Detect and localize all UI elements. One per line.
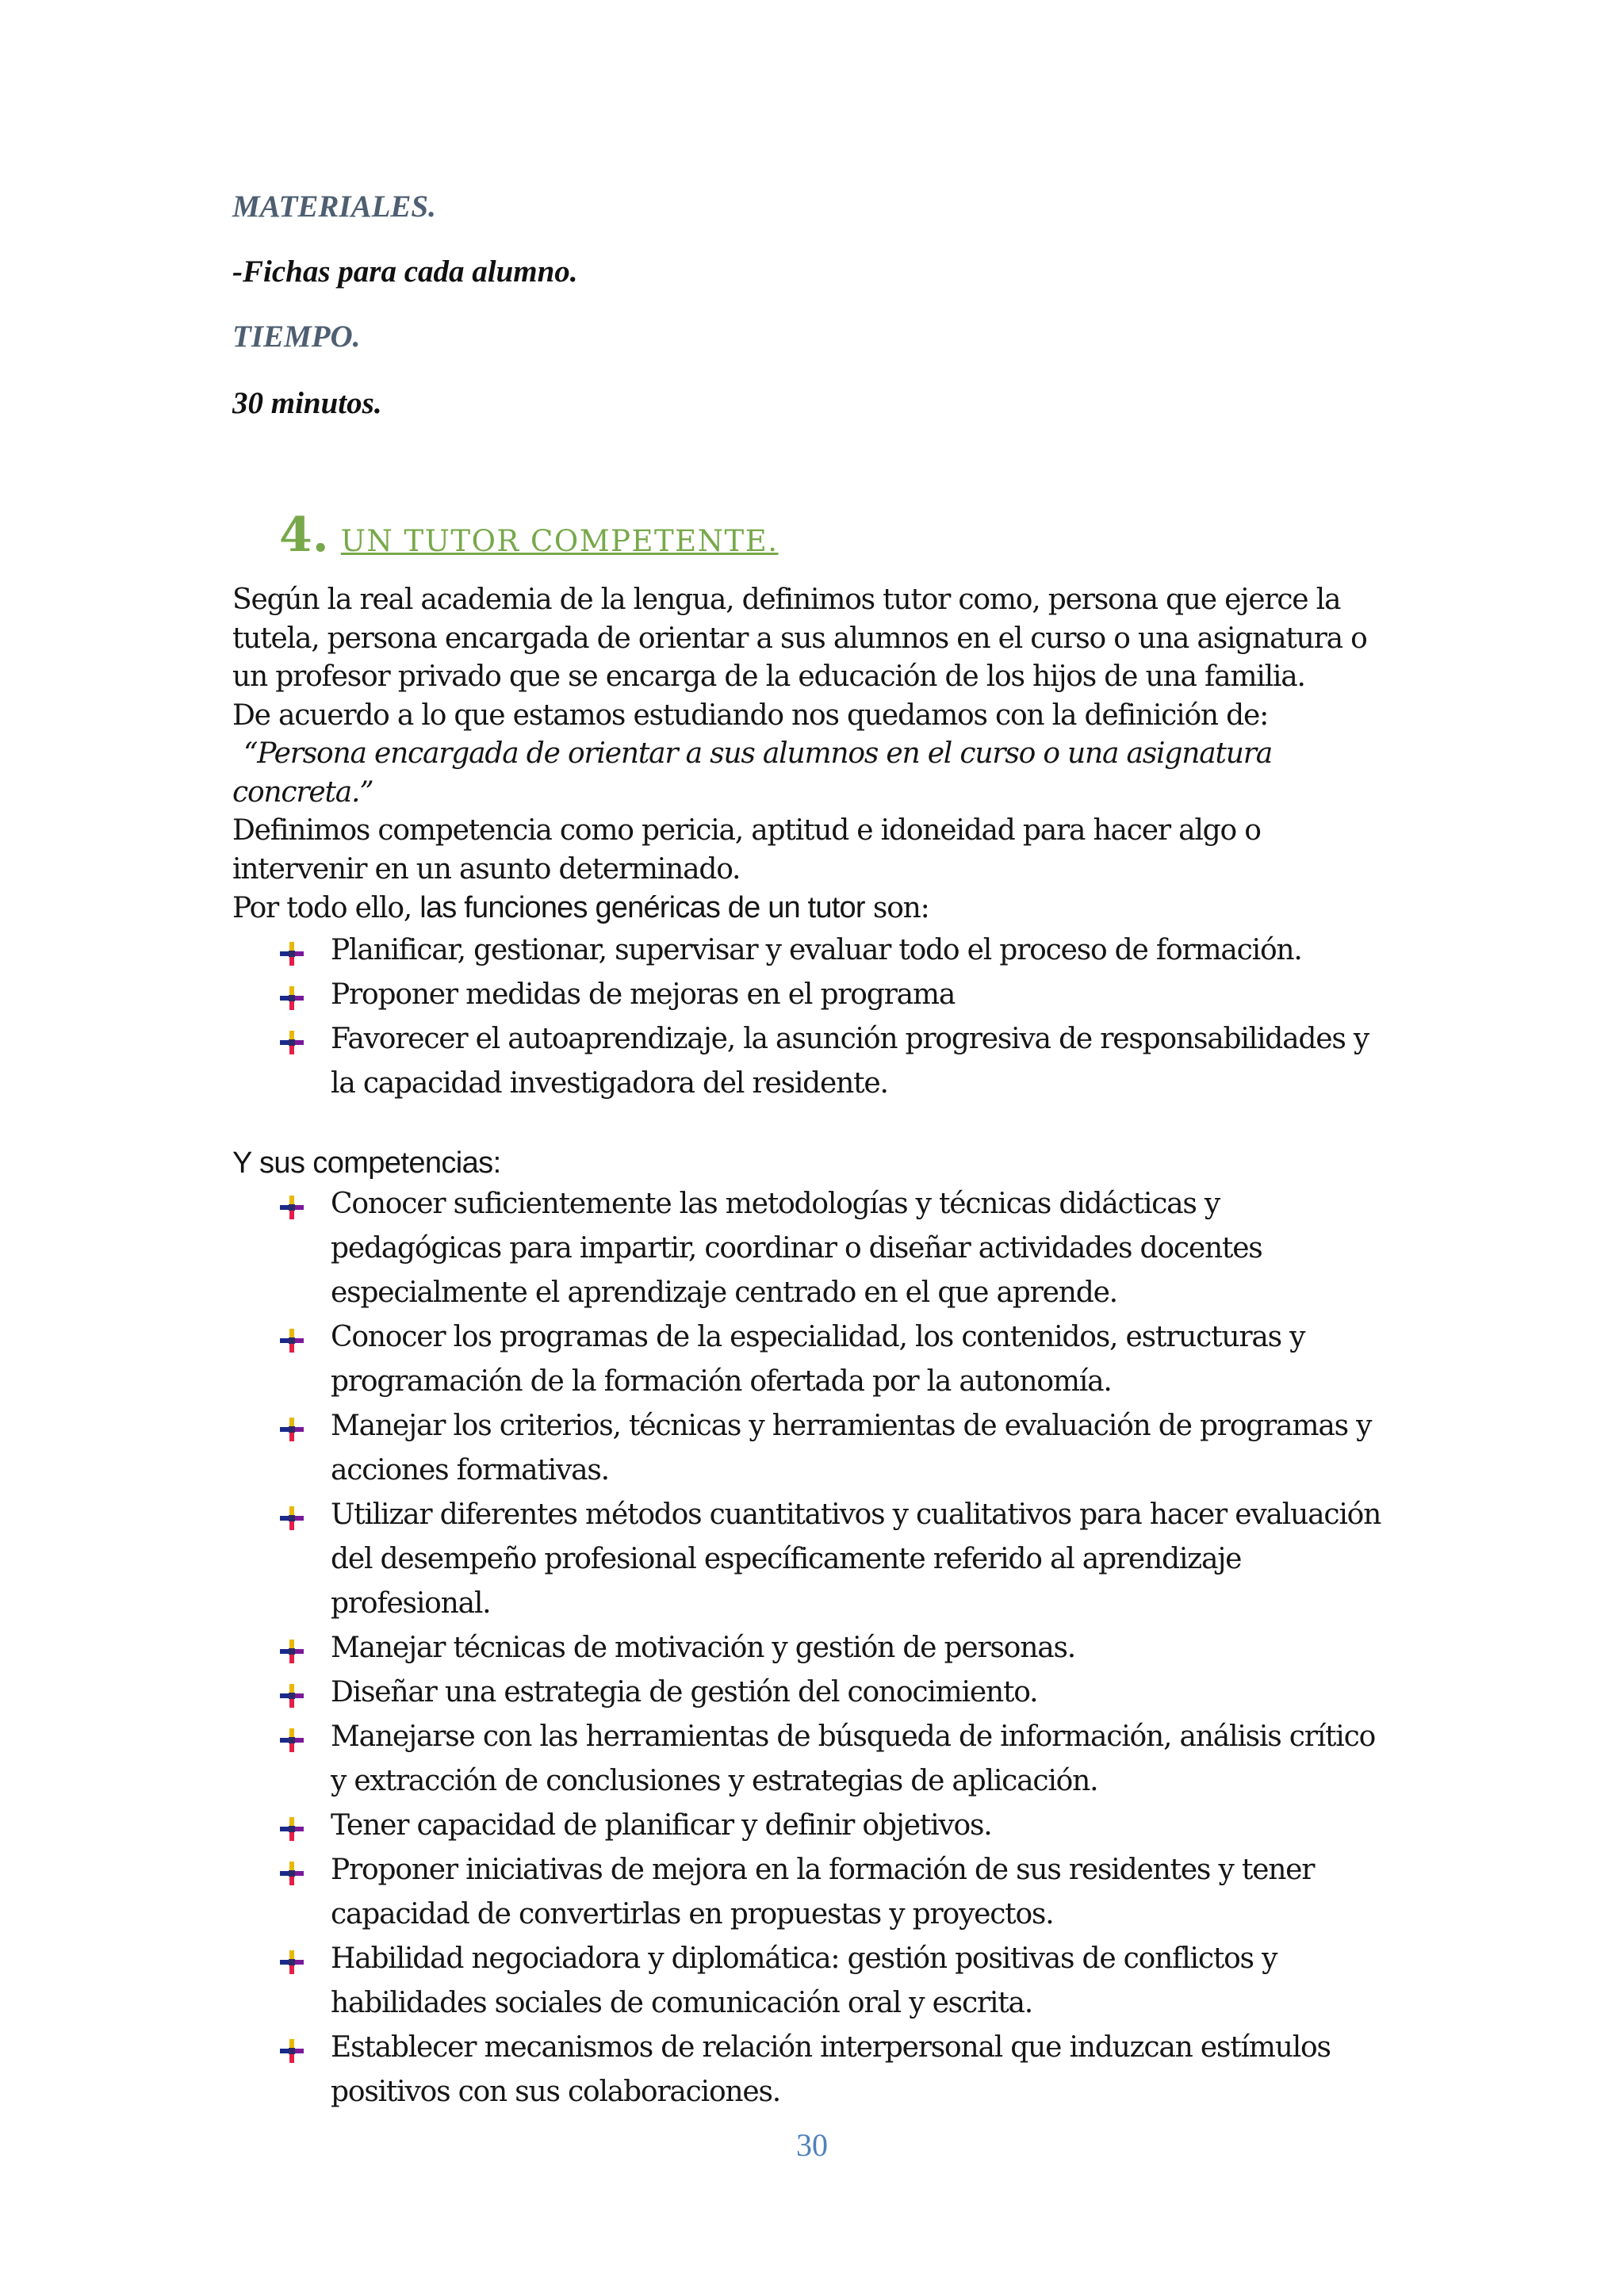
competency-item bbox=[232, 1937, 1398, 2026]
competency-item bbox=[232, 1493, 1398, 1626]
function-item-text: Favorecer el autoaprendizaje, la asunción progresiva de responsabilidades y la capacidad investigadora del residente. bbox=[331, 1022, 1369, 1100]
time-value: 30 minutos. bbox=[232, 386, 382, 420]
competency-item-text: Manejarse con las herramientas de búsqueda de información, análisis crítico y extracción de conclusiones y estrategias de aplicación. bbox=[331, 1720, 1376, 1797]
cross-bullet-icon bbox=[280, 1854, 304, 1878]
materials-value: -Fichas para cada alumno. bbox=[232, 254, 578, 289]
cross-bullet-icon bbox=[280, 935, 304, 959]
competency-item bbox=[232, 1315, 1398, 1404]
function-item bbox=[232, 1017, 1398, 1106]
competency-item bbox=[232, 1182, 1398, 1315]
cross-bullet-icon bbox=[280, 1677, 304, 1701]
cross-bullet-icon bbox=[280, 1632, 304, 1656]
function-item bbox=[232, 928, 1398, 973]
section-number: 4. bbox=[279, 507, 329, 563]
competency-item-text: Conocer suficientemente las metodologías y técnicas didácticas y pedagógicas para impartir, coordinar o diseñar actividades docentes especialmente el aprendizaje centrado en el que aprende. bbox=[331, 1187, 1262, 1309]
competence-paragraph: Definimos competencia como pericia, aptitud e idoneidad para hacer algo o intervenir en un asunto determinado. bbox=[232, 814, 1261, 886]
competency-item-text: Conocer los programas de la especialidad, los contenidos, estructuras y programación de la formación ofertada por la autonomía. bbox=[331, 1320, 1305, 1398]
section-body bbox=[232, 581, 1398, 2114]
function-item bbox=[232, 973, 1398, 1017]
competency-item-text: Manejar los criterios, técnicas y herramientas de evaluación de programas y acciones formativas. bbox=[331, 1409, 1372, 1487]
competency-item-text: Tener capacidad de planificar y definir objetivos. bbox=[331, 1808, 992, 1842]
cross-bullet-icon bbox=[280, 1024, 304, 1047]
cross-bullet-icon bbox=[280, 1188, 304, 1212]
time-label: TIEMPO. bbox=[232, 320, 361, 354]
function-item-text: Proponer medidas de mejoras en el programa bbox=[331, 978, 956, 1011]
competency-item bbox=[232, 1404, 1398, 1493]
competency-item-text: Establecer mecanismos de relación interpersonal que induzcan estímulos positivos con sus colaboraciones. bbox=[331, 2030, 1331, 2108]
functions-suffix: son: bbox=[864, 892, 929, 924]
competency-item bbox=[232, 2026, 1398, 2114]
section-title: UN TUTOR COMPETENTE. bbox=[340, 524, 779, 558]
competency-item bbox=[232, 1626, 1398, 1670]
competency-item-text: Proponer iniciativas de mejora en la formación de sus residentes y tener capacidad de convertirlas en propuestas y proyectos. bbox=[331, 1853, 1315, 1931]
competency-item-text: Diseñar una estrategia de gestión del conocimiento. bbox=[331, 1675, 1038, 1709]
competency-item-text: Habilidad negociadora y diplomática: gestión positivas de conflictos y habilidades sociales de comunicación oral y escrita. bbox=[331, 1942, 1277, 2019]
cross-bullet-icon bbox=[280, 1721, 304, 1745]
section-heading bbox=[279, 507, 779, 563]
materials-label: MATERIALES. bbox=[232, 189, 436, 224]
cross-bullet-icon bbox=[280, 979, 304, 1003]
cross-bullet-icon bbox=[280, 1322, 304, 1345]
function-item-text: Planificar, gestionar, supervisar y evaluar todo el proceso de formación. bbox=[331, 933, 1302, 966]
quote-line-2: concreta.” bbox=[232, 775, 373, 809]
cross-bullet-icon bbox=[280, 1943, 304, 1967]
competency-item bbox=[232, 1715, 1398, 1804]
competency-item bbox=[232, 1848, 1398, 1937]
cross-bullet-icon bbox=[280, 1410, 304, 1434]
competency-item bbox=[232, 1804, 1398, 1848]
definition-paragraph: Según la real academia de la lengua, definimos tutor como, persona que ejerce la tutela, persona encargada de orientar a sus alumnos en el curso o una asignatura o un profesor privado que se encarga de la educación de los hijos de una familia. bbox=[232, 584, 1367, 693]
functions-intro bbox=[232, 889, 1398, 928]
functions-bold-text: las funciones genéricas de un tutor bbox=[419, 891, 865, 924]
competencies-list bbox=[232, 1182, 1398, 2114]
competencies-heading: Y sus competencias: bbox=[232, 1146, 501, 1180]
competency-item-text: Manejar técnicas de motivación y gestión de personas. bbox=[331, 1631, 1075, 1664]
functions-prefix: Por todo ello, bbox=[232, 892, 420, 924]
page-number: 30 bbox=[796, 2127, 828, 2163]
agreement-paragraph: De acuerdo a lo que estamos estudiando nos quedamos con la definición de: bbox=[232, 698, 1269, 732]
competency-item bbox=[232, 1670, 1398, 1715]
cross-bullet-icon bbox=[280, 1499, 304, 1523]
functions-list bbox=[232, 928, 1398, 1106]
quote-line-1: “Persona encargada de orientar a sus alumnos en el curso o una asignatura bbox=[243, 737, 1272, 770]
cross-bullet-icon bbox=[280, 2032, 304, 2056]
cross-bullet-icon bbox=[280, 1810, 304, 1834]
competency-item-text: Utilizar diferentes métodos cuantitativos y cualitativos para hacer evaluación del desempeño profesional específicamente referido al aprendizaje profesional. bbox=[331, 1498, 1381, 1620]
